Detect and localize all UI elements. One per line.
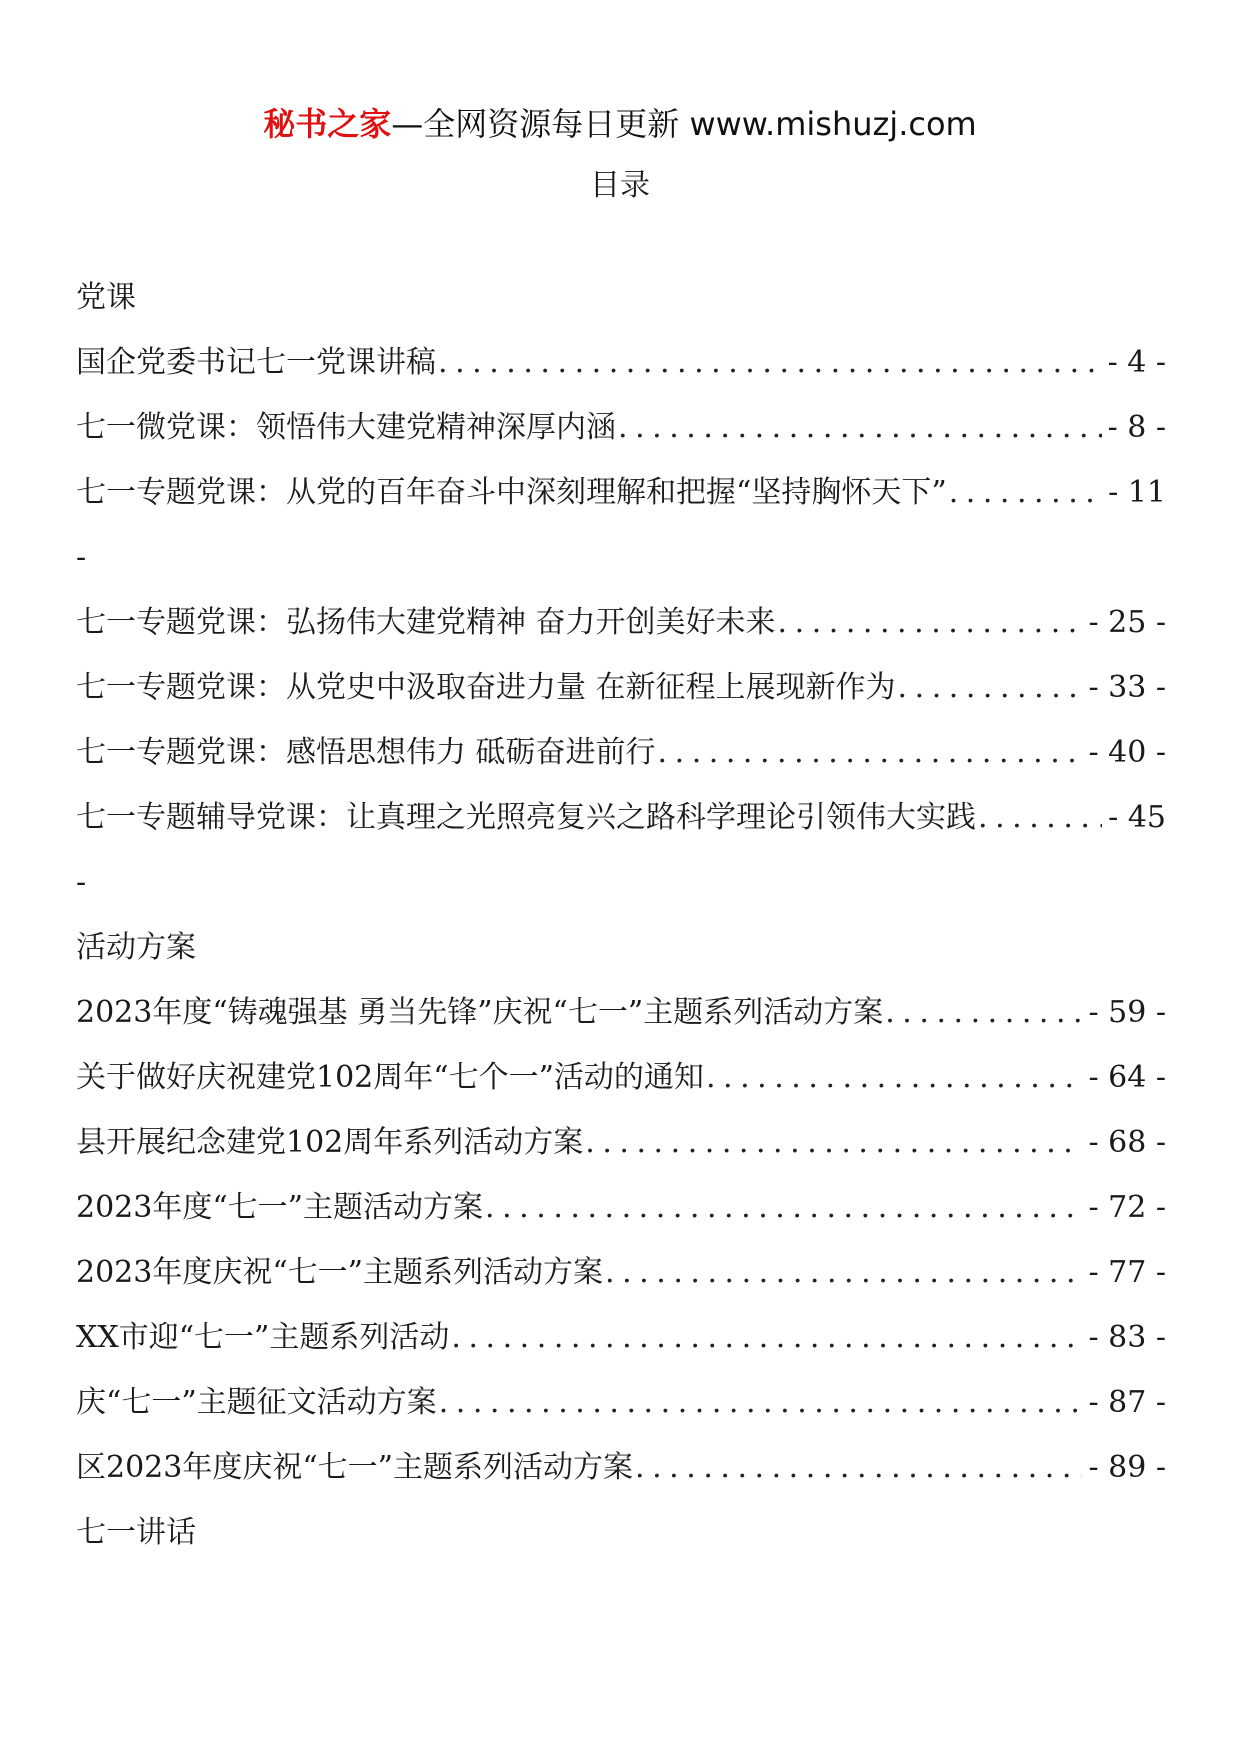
toc-entry-title: 2023年度庆祝“七一”主题系列活动方案	[76, 1255, 604, 1290]
toc-entry[interactable]	[76, 1251, 1166, 1295]
dot-leader	[976, 796, 1102, 840]
section-heading-huodong: 活动方案	[76, 930, 196, 965]
dot-leader	[603, 1251, 1082, 1295]
toc-entry-page: - 11	[1108, 475, 1166, 510]
toc-entry-page-wrap: -	[76, 540, 87, 575]
toc-entry[interactable]	[76, 1121, 1166, 1165]
toc-entry-page: - 68 -	[1088, 1125, 1166, 1160]
toc-entry-page: - 40 -	[1088, 735, 1166, 770]
toc-entry-title: 关于做好庆祝建党102周年“七个一”活动的通知	[76, 1060, 704, 1095]
dot-leader	[704, 1056, 1083, 1100]
toc-entry-page: - 72 -	[1088, 1190, 1166, 1225]
toc-entry-page: - 8 -	[1107, 410, 1166, 445]
toc-entry[interactable]	[76, 341, 1166, 385]
toc-entry[interactable]	[76, 601, 1166, 645]
toc-entry-page: - 83 -	[1088, 1320, 1166, 1355]
page-header	[0, 100, 1240, 148]
toc-entry-page: - 45	[1108, 800, 1166, 835]
toc-entry[interactable]	[76, 1186, 1166, 1230]
dot-leader	[483, 1186, 1082, 1230]
toc-entry[interactable]	[76, 1446, 1166, 1490]
toc-entry[interactable]	[76, 991, 1166, 1035]
toc-entry-title: 七一专题党课：感悟思想伟力 砥砺奋进前行	[76, 735, 656, 770]
toc-entry-page: - 4 -	[1107, 345, 1166, 380]
dot-leader	[449, 1316, 1082, 1360]
toc-entry[interactable]	[76, 1316, 1166, 1360]
toc-entry-title: 七一专题辅导党课：让真理之光照亮复兴之路科学理论引领伟大实践	[76, 800, 976, 835]
toc-entry[interactable]	[76, 1056, 1166, 1100]
dot-leader	[633, 1446, 1082, 1490]
dot-leader	[436, 341, 1102, 385]
toc-entry-page: - 33 -	[1088, 670, 1166, 705]
toc-entry-title: 区2023年度庆祝“七一”主题系列活动方案	[76, 1450, 634, 1485]
toc-entry-title: 2023年度“铸魂强基 勇当先锋”庆祝“七一”主题系列活动方案	[76, 995, 884, 1030]
toc-entry-page: - 25 -	[1088, 605, 1166, 640]
dot-leader	[616, 406, 1102, 450]
section-heading-dangke: 党课	[76, 280, 136, 315]
toc-entry-page-wrap: -	[76, 865, 87, 900]
dot-leader	[776, 601, 1083, 645]
dot-leader	[656, 731, 1083, 775]
toc-entry-page: - 89 -	[1088, 1450, 1166, 1485]
toc-entry-page: - 59 -	[1088, 995, 1166, 1030]
toc-entry-title: XX市迎“七一”主题系列活动	[76, 1320, 450, 1355]
toc-entry-title: 国企党委书记七一党课讲稿	[76, 345, 436, 380]
toc-entry-title: 庆“七一”主题征文活动方案	[76, 1385, 437, 1420]
dot-leader	[583, 1121, 1082, 1165]
toc-entry-title: 七一微党课：领悟伟大建党精神深厚内涵	[76, 410, 616, 445]
toc-entry-page: - 87 -	[1088, 1385, 1166, 1420]
dot-leader	[883, 991, 1082, 1035]
toc-entry[interactable]	[76, 406, 1166, 450]
toc-entry[interactable]	[76, 1381, 1166, 1425]
section-heading-jianghua: 七一讲话	[76, 1515, 196, 1550]
brand-name: 秘书之家	[263, 105, 392, 143]
toc-entry-title: 七一专题党课：从党史中汲取奋进力量 在新征程上展现新作为	[76, 670, 896, 705]
toc-entry-page: - 77 -	[1088, 1255, 1166, 1290]
toc-entry[interactable]	[76, 666, 1166, 710]
dot-leader	[896, 666, 1083, 710]
toc-entry[interactable]	[76, 796, 1166, 840]
toc-title: 目录	[590, 168, 650, 203]
toc-entry-title: 七一专题党课：从党的百年奋斗中深刻理解和把握“坚持胸怀天下”	[76, 475, 947, 510]
dot-leader	[437, 1381, 1083, 1425]
dot-leader	[947, 471, 1102, 515]
toc-entry-title: 2023年度“七一”主题活动方案	[76, 1190, 484, 1225]
toc-entry-title: 七一专题党课：弘扬伟大建党精神 奋力开创美好未来	[76, 605, 776, 640]
toc-entry[interactable]	[76, 731, 1166, 775]
table-of-contents	[76, 276, 1166, 1576]
header-tagline: —全网资源每日更新 www.mishuzj.com	[391, 105, 977, 143]
toc-entry[interactable]	[76, 471, 1166, 515]
toc-entry-page: - 64 -	[1088, 1060, 1166, 1095]
toc-entry-title: 县开展纪念建党102周年系列活动方案	[76, 1125, 584, 1160]
